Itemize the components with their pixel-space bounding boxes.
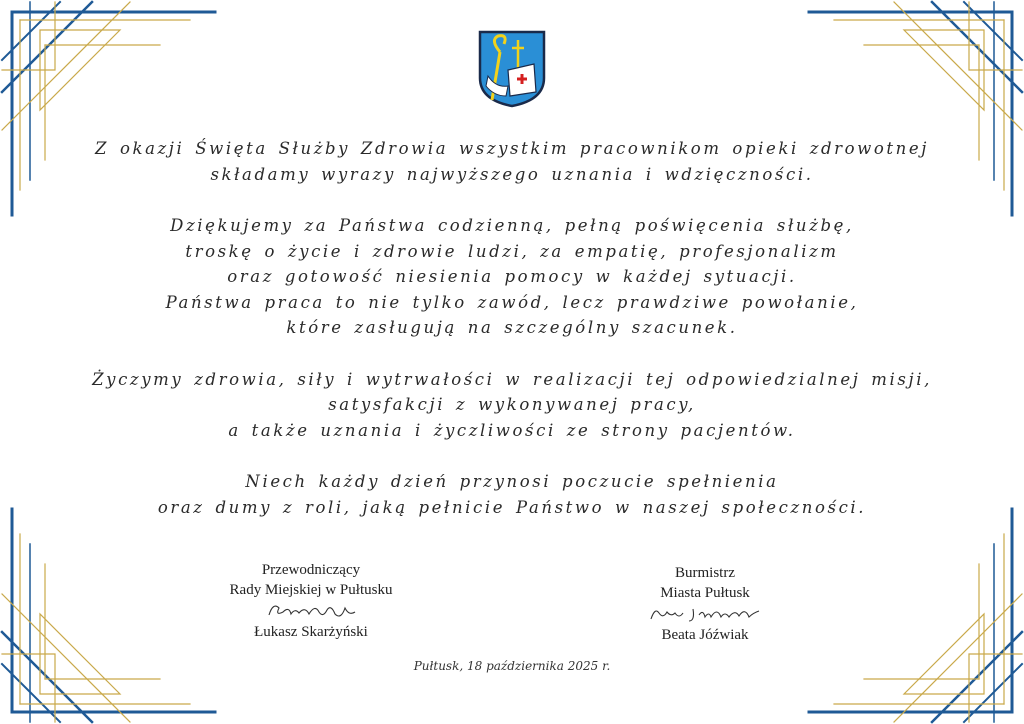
paragraph-wishes: [30, 367, 994, 444]
signatory-role: Przewodniczący: [261, 562, 361, 578]
signatory-name: Łukasz Skarżyński: [254, 624, 368, 640]
handwritten-signature: [261, 600, 361, 622]
signature-block-mayor: [610, 563, 800, 645]
text-line: składamy wyrazy najwyższego uznania i wdzięczności.: [210, 164, 814, 184]
text-line: oraz gotowość niesienia pomocy w każdej sytuacji.: [227, 267, 797, 286]
text-line: satysfakcji z wykonywanej pracy,: [328, 395, 696, 414]
pultusk-coat-of-arms-icon: [478, 30, 546, 108]
text-line: Dziękujemy za Państwa codzienną, pełną poświęcenia służbę,: [170, 216, 854, 235]
paragraph-greeting: [30, 136, 994, 187]
signature-block-chairman: [196, 560, 426, 642]
letter-body: [30, 136, 994, 546]
signatory-role: Burmistrz: [675, 565, 735, 581]
place-date: Pułtusk, 18 października 2025 r.: [413, 659, 611, 673]
paragraph-thanks: [30, 213, 994, 341]
text-line: oraz dumy z roli, jaką pełnicie Państwo w naszej społeczności.: [157, 497, 867, 517]
text-line: a także uznania i życzliwości ze strony pacjentów.: [228, 420, 796, 440]
paragraph-closing: [30, 469, 994, 520]
text-line: troskę o życie i zdrowie ludzi, za empatię, profesjonalizm: [185, 241, 839, 261]
text-line: Państwa praca to nie tylko zawód, lecz prawdziwe powołanie,: [165, 292, 859, 312]
signatory-institution: Miasta Pułtusk: [660, 585, 750, 601]
signatory-name: Beata Jóźwiak: [661, 627, 749, 643]
text-line: które zasługują na szczególny szacunek.: [286, 318, 738, 337]
text-line: Życzymy zdrowia, siły i wytrwałości w realizacji tej odpowiedzialnej misji,: [92, 369, 932, 389]
signatory-institution: Rady Miejskiej w Pułtusku: [229, 582, 393, 598]
handwritten-signature: [645, 603, 765, 625]
text-line: Niech każdy dzień przynosi poczucie spełnienia: [245, 472, 779, 491]
text-line: Z okazji Święta Służby Zdrowia wszystkim pracownikom opieki zdrowotnej: [95, 139, 929, 158]
